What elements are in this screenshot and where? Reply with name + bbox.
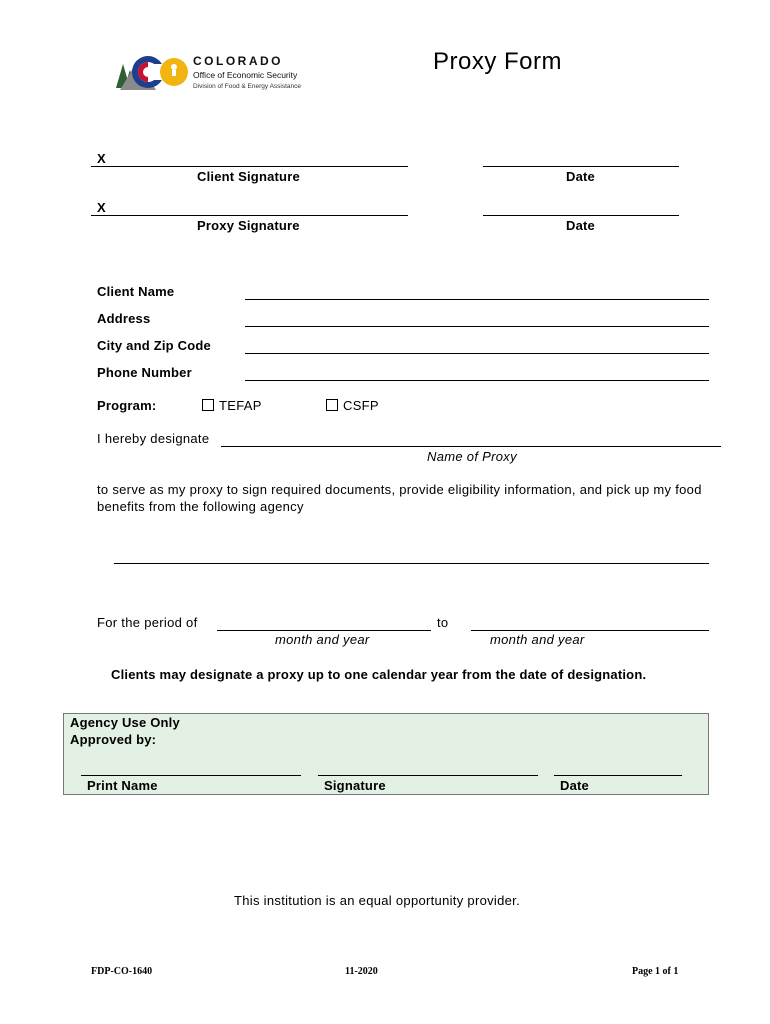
program-label: Program: xyxy=(97,398,157,413)
client-signature-label: Client Signature xyxy=(197,169,300,184)
client-signature-mark: X xyxy=(97,151,106,166)
agency-signature-line[interactable] xyxy=(318,775,538,776)
phone-field[interactable] xyxy=(245,380,709,381)
colorado-logo xyxy=(110,50,190,94)
proxy-signature-line[interactable] xyxy=(91,215,408,216)
logo-office-name: Office of Economic Security xyxy=(193,70,298,80)
address-field[interactable] xyxy=(245,326,709,327)
address-label: Address xyxy=(97,311,151,326)
proxy-name-field[interactable] xyxy=(221,446,721,447)
colorado-emblem-icon xyxy=(110,50,190,94)
proxy-signature-label: Proxy Signature xyxy=(197,218,300,233)
client-name-label: Client Name xyxy=(97,284,175,299)
agency-use-heading: Agency Use Only xyxy=(70,715,180,730)
footer-revision: 11-2020 xyxy=(345,966,378,977)
program-option-tefap[interactable] xyxy=(202,398,262,413)
period-from-field[interactable] xyxy=(217,630,431,631)
period-to-field[interactable] xyxy=(471,630,709,631)
client-signature-line[interactable] xyxy=(91,166,408,167)
agency-date-line[interactable] xyxy=(554,775,682,776)
logo-division-name: Division of Food & Energy Assistance xyxy=(193,83,302,90)
agency-print-name-line[interactable] xyxy=(81,775,301,776)
proxy-signature-mark: X xyxy=(97,200,106,215)
tefap-checkbox[interactable] xyxy=(202,399,214,411)
proxy-name-caption: Name of Proxy xyxy=(427,449,517,464)
period-to-caption: month and year xyxy=(490,632,585,647)
client-name-field[interactable] xyxy=(245,299,709,300)
purpose-text: to serve as my proxy to sign required documents, provide eligibility information, and pick up my food benefits from the following agency xyxy=(97,482,702,514)
footer-form-number: FDP-CO-1640 xyxy=(91,966,153,977)
proxy-date-label: Date xyxy=(566,218,595,233)
approved-by-label: Approved by: xyxy=(70,732,157,747)
period-label: For the period of xyxy=(97,615,198,630)
page-title: Proxy Form xyxy=(433,48,563,75)
agency-signature-label: Signature xyxy=(324,778,386,793)
period-from-caption: month and year xyxy=(275,632,370,647)
csfp-checkbox[interactable] xyxy=(326,399,338,411)
agency-use-box xyxy=(63,713,709,795)
phone-label: Phone Number xyxy=(97,365,192,380)
designation-notice: Clients may designate a proxy up to one calendar year from the date of designation. xyxy=(111,667,647,682)
program-option-csfp[interactable] xyxy=(326,398,379,413)
city-zip-field[interactable] xyxy=(245,353,709,354)
period-to-label: to xyxy=(437,615,449,630)
designate-label: I hereby designate xyxy=(97,431,210,446)
agency-field[interactable] xyxy=(114,563,709,564)
csfp-label: CSFP xyxy=(343,398,379,413)
city-zip-label: City and Zip Code xyxy=(97,338,211,353)
footer-page-number: Page 1 of 1 xyxy=(632,966,679,977)
proxy-date-line[interactable] xyxy=(483,215,679,216)
agency-print-name-label: Print Name xyxy=(87,778,158,793)
client-date-line[interactable] xyxy=(483,166,679,167)
logo-state-name: COLORADO xyxy=(193,54,283,68)
tefap-label: TEFAP xyxy=(219,398,262,413)
agency-date-label: Date xyxy=(560,778,589,793)
client-date-label: Date xyxy=(566,169,595,184)
equal-opportunity-statement: This institution is an equal opportunity provider. xyxy=(234,893,520,908)
